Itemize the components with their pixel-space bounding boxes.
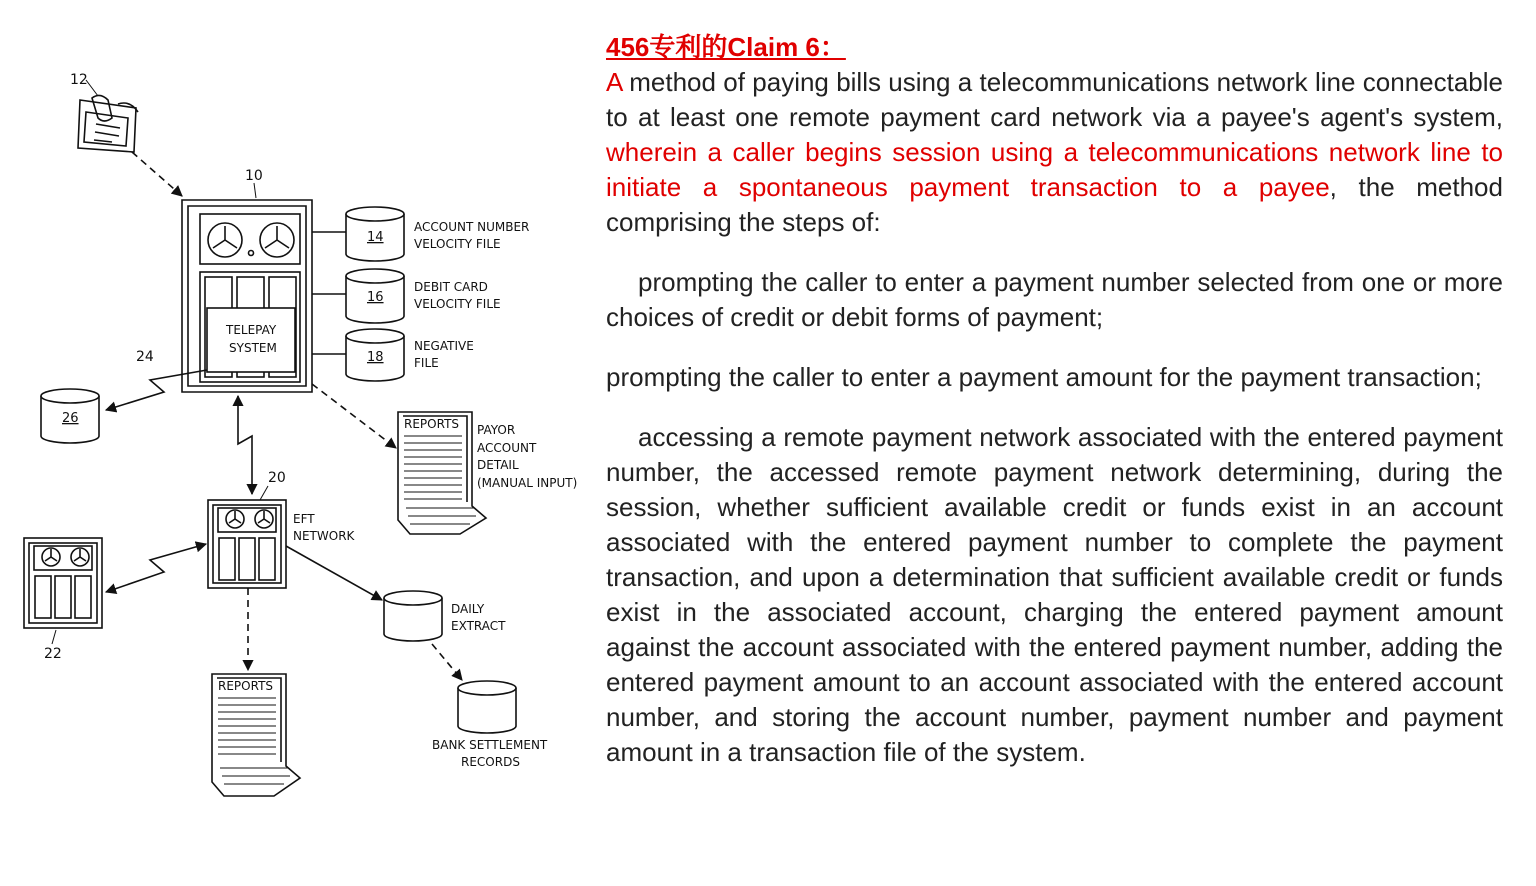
ref-10: 10 [245, 168, 263, 184]
payor-label-4: (MANUAL INPUT) [477, 476, 578, 490]
eft-network-unit [208, 500, 286, 588]
ref-14: 14 [367, 230, 384, 245]
acct-velocity-label-1: ACCOUNT NUMBER [414, 220, 530, 234]
acct-velocity-label-2: VELOCITY FILE [414, 237, 501, 251]
patent-figure [0, 0, 590, 886]
eft-label-1: EFT [293, 512, 315, 526]
ref-20: 20 [268, 470, 286, 486]
debit-velocity-label-1: DEBIT CARD [414, 280, 488, 294]
claim-preamble [606, 65, 1503, 240]
daily-extract-cylinder [384, 591, 442, 641]
eft-label-2: NETWORK [293, 529, 355, 543]
terminal-22-unit [24, 538, 102, 628]
payor-label-2: ACCOUNT [477, 441, 537, 455]
negative-label-1: NEGATIVE [414, 339, 474, 353]
ref-18: 18 [367, 350, 384, 365]
telepay-label-1: TELEPAY [226, 323, 277, 337]
claim-step-prompt-amount: prompting the caller to enter a payment amount for the payment transaction; [606, 362, 1482, 392]
claim-preamble-text-a: method of paying bills using a telecommunications network line connectable to at least one remote payment card network via a payee's agent's system, [606, 67, 1503, 132]
bank-label-1: BANK SETTLEMENT [432, 738, 548, 752]
payor-label-3: DETAIL [477, 458, 519, 472]
claim-step-access-network: accessing a remote payment network associated with the entered payment number, the accessed remote payment network determining, during the session, whether sufficient available credit or funds exist in an account associated with the entered payment number to complete the payment transaction, and upon a determination that sufficient available credit or funds exist in the associated account, charging the entered payment amount against the account associated with the entered payment number, adding the entered payment amount to an account associated with the entered account number, and storing the account number, payment number and payment amount in a transaction file of the system. [606, 422, 1503, 767]
payor-label-1: PAYOR [477, 423, 516, 437]
daily-label-2: EXTRACT [451, 619, 506, 633]
daily-label-1: DAILY [451, 602, 485, 616]
negative-label-2: FILE [414, 356, 439, 370]
telepay-label-2: SYSTEM [229, 341, 277, 355]
bank-label-2: RECORDS [461, 755, 520, 769]
ref-26: 26 [62, 411, 79, 426]
claim-text-block [606, 30, 1503, 770]
ref-22: 22 [44, 646, 62, 662]
claim-preamble-text-b: , the method comprising the steps of: [606, 172, 1503, 237]
claim-preamble-lead: A [606, 67, 622, 97]
claim-heading: 456专利的Claim 6： [606, 32, 846, 62]
reports-top-label: REPORTS [404, 417, 460, 431]
bank-settlement-cylinder [458, 681, 516, 733]
telepay-system-unit [182, 200, 312, 392]
claim-preamble-highlight: wherein a caller begins session using a telecommunications network line to initiate a spontaneous payment transaction to a payee [606, 137, 1503, 202]
telephone-icon [78, 95, 138, 152]
reports-bottom-label: REPORTS [218, 679, 274, 693]
claim-step-prompt-payment-number: prompting the caller to enter a payment number selected from one or more choices of credit or debit forms of payment; [606, 267, 1503, 332]
ref-16: 16 [367, 290, 384, 305]
debit-velocity-label-2: VELOCITY FILE [414, 297, 501, 311]
ref-24: 24 [136, 349, 154, 365]
ref-12: 12 [70, 72, 88, 88]
